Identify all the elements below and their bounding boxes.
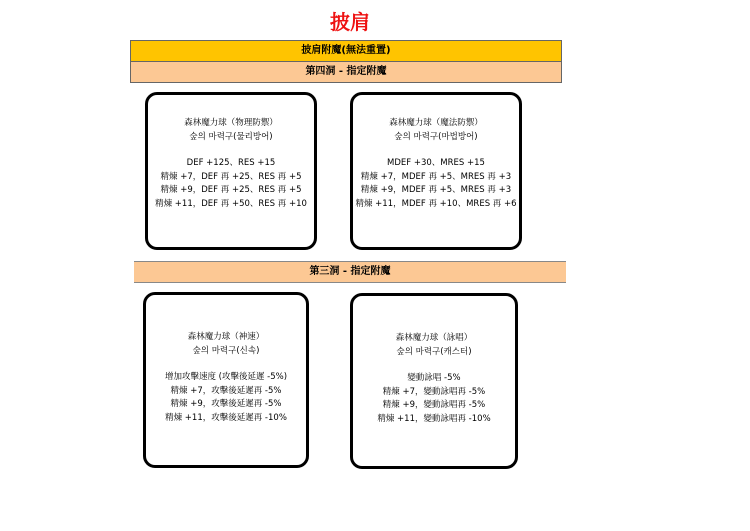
card-name: 森林魔力球（魔法防禦）: [389, 118, 483, 128]
card-effect-line: 增加攻擊速度 (攻擊後延遲 -5%): [164, 372, 288, 382]
card-effect-line: 精煉 +9，變動詠唱再 -5%: [382, 400, 486, 410]
card-effect-line: 精煉 +9，攻擊後延遲再 -5%: [170, 399, 282, 409]
enchant-card-magic-defense: [350, 92, 522, 250]
card-effect-line: 變動詠唱 -5%: [407, 373, 461, 383]
card-effect-line: 精煉 +7，攻擊後延遲再 -5%: [170, 385, 282, 396]
card-name: 森林魔力球（物理防禦）: [184, 118, 278, 128]
card-effect-line: 精煉 +11，攻擊後延遲再 -10%: [165, 412, 287, 423]
card-effect-line: 精煉 +7，DEF 再 +25、RES 再 +5: [160, 171, 302, 182]
card-effect-line: 精煉 +7，MDEF 再 +5、MRES 再 +3: [360, 171, 512, 182]
card-effect-line: 精煉 +9，MDEF 再 +5、MRES 再 +3: [360, 185, 512, 195]
page-title: 披肩: [330, 10, 370, 34]
card-effect-line: 精煉 +9，DEF 再 +25、RES 再 +5: [160, 185, 302, 195]
card-korean-name: 숲의 마력구(캐스터): [396, 346, 472, 357]
card-effect-line: MDEF +30、MRES +15: [387, 158, 485, 168]
card-name: 森林魔力球（詠唱）: [395, 333, 473, 343]
card-effect-line: 精煉 +11，MDEF 再 +10、MRES 再 +6: [355, 198, 517, 209]
card-effect-line: 精煉 +11，變動詠唱再 -10%: [377, 413, 491, 424]
section-label-3rd-slot: 第三洞 - 指定附魔: [134, 261, 566, 283]
enchant-header-bar: 披肩附魔(無法重置): [130, 40, 562, 61]
card-effect-line: 精煉 +7，變動詠唱再 -5%: [382, 386, 486, 397]
enchant-card-physical-defense: [145, 92, 317, 250]
enchant-card-speed: [143, 292, 309, 468]
card-effect-line: DEF +125、RES +15: [186, 158, 276, 168]
card-effect-line: 精煉 +11，DEF 再 +50、RES 再 +10: [155, 198, 307, 209]
card-korean-name: 숲의 마력구(물리방어): [189, 131, 273, 142]
card-name: 森林魔力球（神速）: [187, 332, 265, 342]
card-korean-name: 숲의 마력구(마법방어): [394, 131, 478, 142]
enchant-card-cast: [350, 293, 518, 469]
section-label-4th-slot: 第四洞 - 指定附魔: [130, 61, 562, 83]
card-korean-name: 숲의 마력구(신속): [192, 345, 260, 356]
